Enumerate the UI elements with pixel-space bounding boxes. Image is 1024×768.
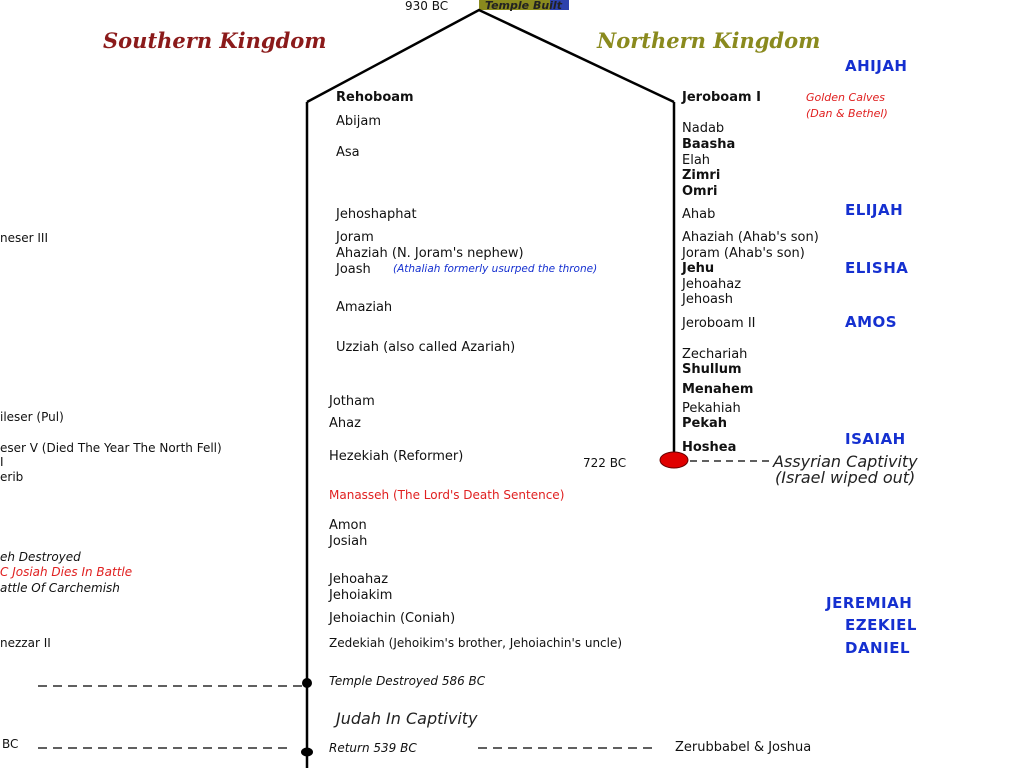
prophet-label: AMOS [845,313,898,331]
left-edge-text: erib [0,470,24,484]
south-king: Josiah [329,534,368,549]
north-king: Jehoahaz [682,277,742,292]
left-edge-text: eser V (Died The Year The North Fell) [0,441,222,455]
north-king: Nadab [682,121,725,136]
south-king: Abijam [336,114,381,129]
south-king: Jehoiachin (Coniah) [329,611,456,626]
left-edge-text: I [0,455,4,469]
northern-kingdom-title: Northern Kingdom [597,28,821,53]
south-king: Jehoiakim [329,588,393,603]
south-king: Hezekiah (Reformer) [329,449,464,464]
destroyed-dot [302,678,312,688]
start-year: 930 BC [405,0,449,13]
assyrian-captivity-label: Assyrian Captivity [773,452,918,471]
south-king: Uzziah (also called Azariah) [336,340,516,355]
north-king: Menahem [682,382,754,397]
north-king: Jehoash [682,292,734,307]
left-edge-text: neser III [0,231,48,245]
south-king: Zedekiah (Jehoikim's brother, Jehoiachin's uncle) [329,636,623,650]
zerubbabel-label: Zerubbabel & Joshua [675,740,812,755]
left-edge-text: BC [2,737,19,751]
south-king: Manasseh (The Lord's Death Sentence) [329,488,565,502]
north-king: Ahab [682,207,716,222]
north-fall-year: 722 BC [583,456,627,470]
return-dot [301,748,313,757]
prophet-label: AHIJAH [845,57,908,75]
north-king: Omri [682,184,718,199]
north-king: Baasha [682,137,736,152]
north-king: Zimri [682,168,721,183]
north-king: Zechariah [682,347,748,362]
north-king: Joram (Ahab's son) [682,246,805,261]
north-king: Pekahiah [682,401,741,416]
prophet-label: DANIEL [845,639,910,657]
south-king: Amon [329,518,367,533]
left-edge-text: nezzar II [0,636,51,650]
south-king: Jotham [329,394,375,409]
prophet-label: JEREMIAH [826,594,913,612]
southern-kingdom-title: Southern Kingdom [103,28,327,53]
south-king: Joram [336,230,374,245]
south-king: Joash [336,262,371,277]
golden-calves-location: (Dan & Bethel) [806,107,888,120]
prophet-label: EZEKIEL [845,616,917,634]
south-king: Ahaziah (N. Joram's nephew) [336,246,524,261]
prophet-label: ELIJAH [845,201,904,219]
judah-captivity-label: Judah In Captivity [336,709,478,728]
south-king: Jehoshaphat [336,207,417,222]
left-edge-text: attle Of Carchemish [0,581,120,595]
left-edge-text: ileser (Pul) [0,410,64,424]
north-king: Jeroboam I [682,90,761,105]
south-king: Ahaz [329,416,361,431]
south-king: Jehoahaz [329,572,389,587]
prophet-label: ELISHA [845,259,909,277]
left-edge-text: C Josiah Dies In Battle [0,565,133,579]
israel-wiped-out-label: (Israel wiped out) [775,468,916,487]
temple-built-label: Temple Built [485,0,562,12]
north-king: Elah [682,153,711,168]
south-king: Amaziah [336,300,393,315]
north-king: Jeroboam II [682,316,756,331]
kingdom-split-lines [307,10,674,105]
north-king: Pekah [682,416,728,431]
north-king: Jehu [682,261,715,276]
golden-calves-label: Golden Calves [806,91,886,104]
return-label: Return 539 BC [329,741,417,755]
temple-destroyed-label: Temple Destroyed 586 BC [329,674,486,688]
left-edge-text: eh Destroyed [0,550,81,564]
north-king: Hoshea [682,440,737,455]
south-king: Asa [336,145,360,160]
prophet-label: ISAIAH [845,430,906,448]
south-king: Rehoboam [336,90,414,105]
athaliah-note: (Athaliah formerly usurped the throne) [393,263,598,275]
north-king: Shullum [682,362,742,377]
north-king: Ahaziah (Ahab's son) [682,230,819,245]
